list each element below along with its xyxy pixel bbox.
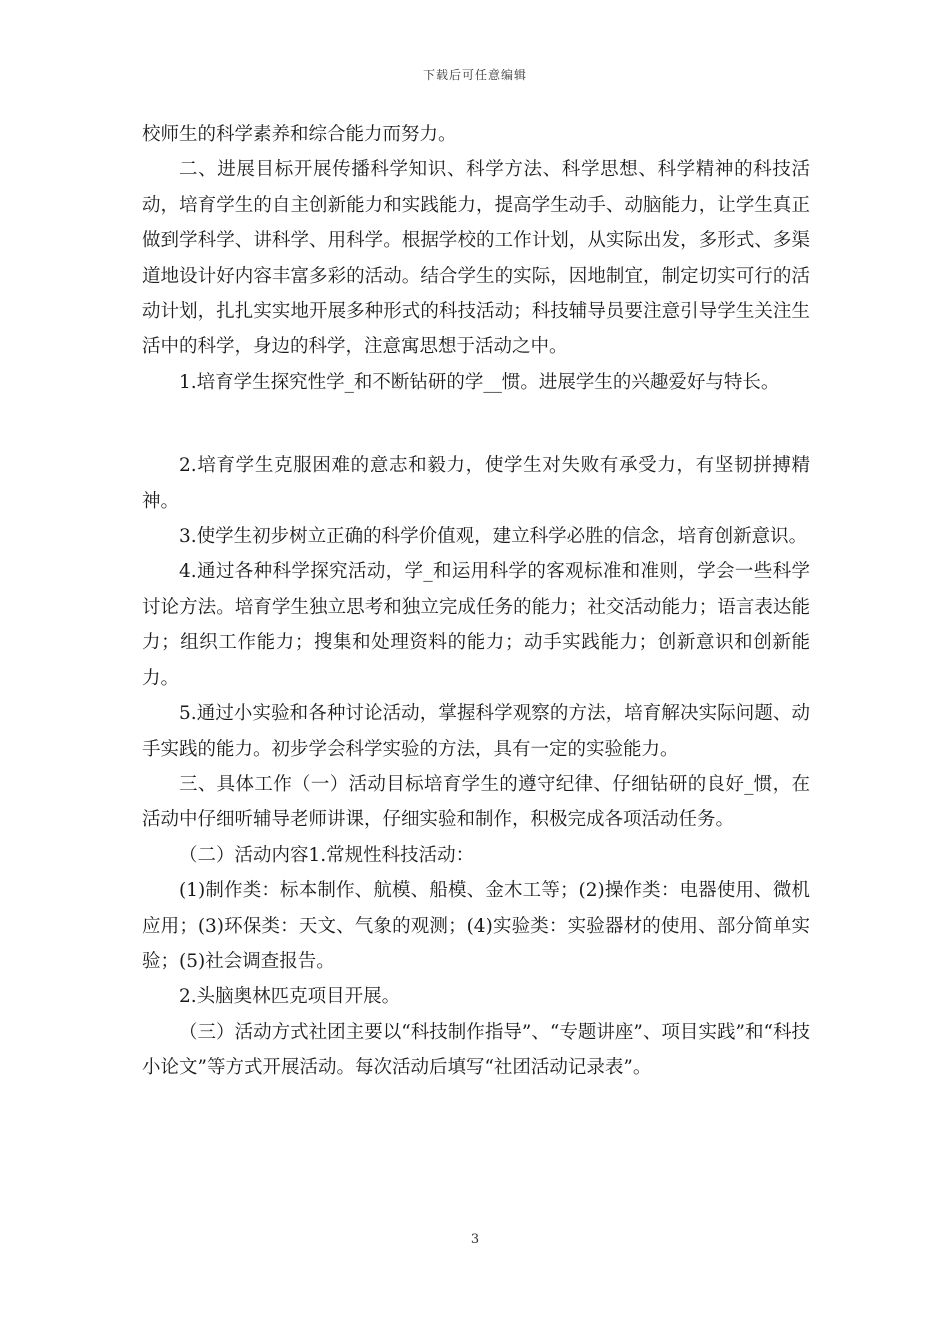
paragraph-olympiad: 2.头脑奥林匹克项目开展。 (179, 986, 401, 1008)
paragraph-activity-content: （二）活动内容1.常规性科技活动： (179, 844, 475, 866)
paragraph-section-two: 二、进展目标开展传播科学知识、科学方法、科学思想、科学精神的科技活动，培育学生的自主创新能力和实践能力，提高学生动手、动脑能力，让学生真正做到学科学、讲科学、用科学。根据学校的工作计划，从实际出发，多形式、多渠道地设计好内容丰富多彩的活动。结合学生的实际，因地制宜，制定切实可行的活动计划，扎扎实实地开展多种形式的科技活动；科技辅导员要注意引导学生关注生活中的科学，身边的科学，注意寓思想于活动之中。 (142, 159, 810, 358)
paragraph-activity-method: （三）活动方式社团主要以“科技制作指导”、“专题讲座”、项目实践”和“科技小论文”等方式开展活动。每次活动后填写“社团活动记录表”。 (142, 1021, 810, 1079)
page-header: 下载后可任意编辑 (422, 68, 527, 82)
paragraph-item-4: 4.通过各种科学探究活动，学_和运用科学的客观标准和准则，学会一些科学讨论方法。培育学生独立思考和独立完成任务的能力；社交活动能力；语言表达能力；组织工作能力；搜集和处理资料的能力；动手实践能力；创新意识和创新能力。 (142, 561, 810, 689)
paragraph-section-three: 三、具体工作（一）活动目标培育学生的遵守纪律、仔细钻研的良好_惯，在活动中仔细听辅导老师讲课，仔细实验和制作，积极完成各项活动任务。 (142, 773, 810, 831)
paragraph-item-1: 1.培育学生探究性学_和不断钻研的学__惯。进展学生的兴趣爱好与特长。 (179, 371, 780, 393)
paragraph-item-3: 3.使学生初步树立正确的科学价值观，建立科学必胜的信念，培育创新意识。 (179, 526, 808, 548)
paragraph-continuation: 校师生的科学素养和综合能力而努力。 (142, 124, 457, 145)
paragraph-activity-categories: (1)制作类：标本制作、航模、船模、金木工等；(2)操作类：电器使用、微机应用；(3)环保类：天文、气象的观测；(4)实验类：实验器材的使用、部分简单实验；(5)社会调查报告。 (142, 880, 810, 972)
paragraph-item-2: 2.培育学生克服困难的意志和毅力，使学生对失败有承受力，有坚韧拼搏精神。 (142, 455, 810, 512)
document-body (142, 117, 810, 1086)
page-number: 3 (470, 1232, 480, 1247)
paragraph-item-5: 5.通过小实验和各种讨论活动，掌握科学观察的方法，培育解决实际问题、动手实践的能力。初步学会科学实验的方法，具有一定的实验能力。 (142, 703, 810, 760)
